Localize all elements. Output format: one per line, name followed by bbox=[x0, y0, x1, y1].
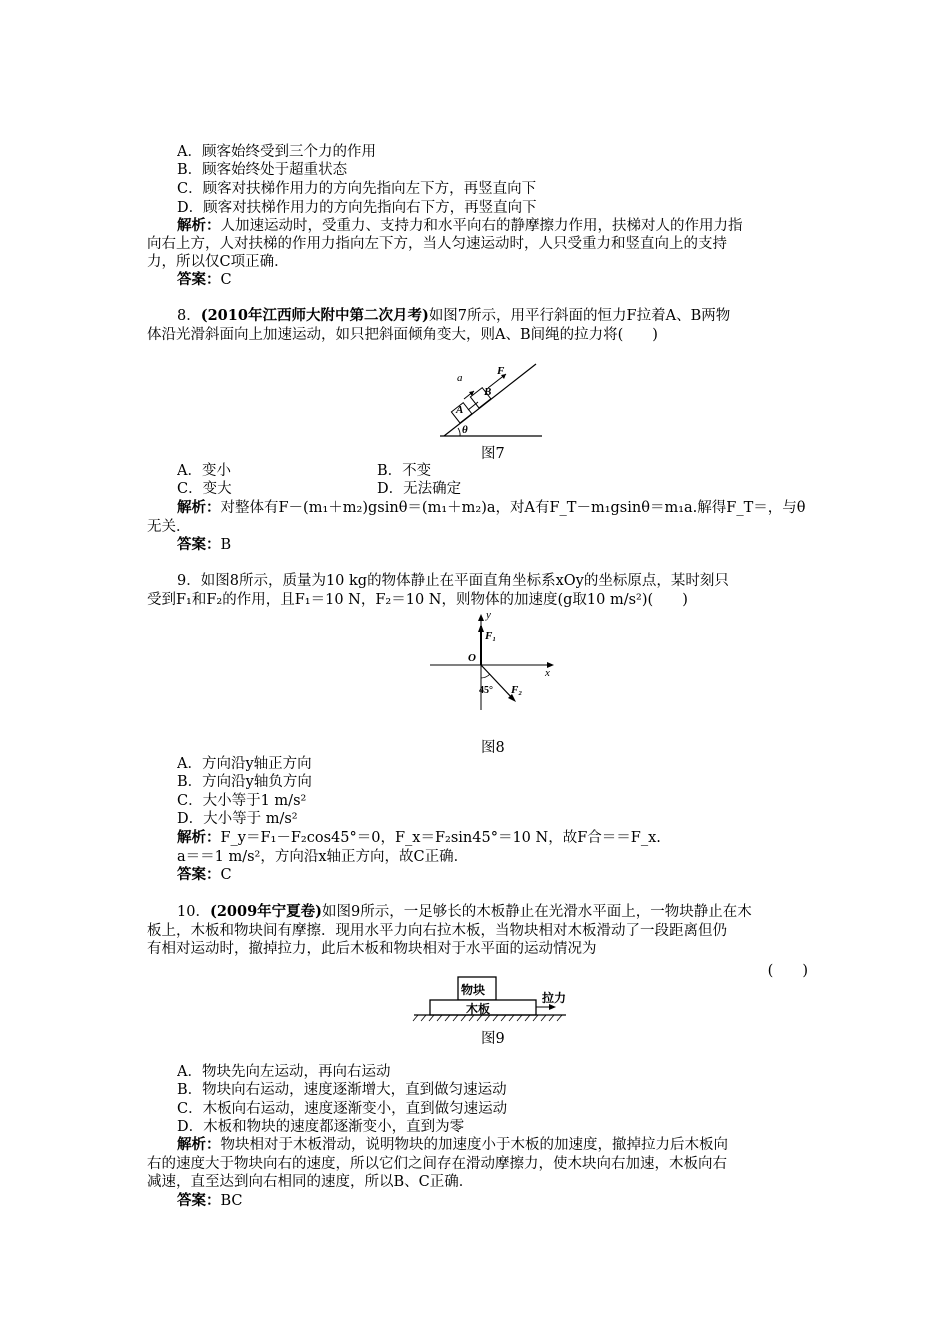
analysis-label: 解析： bbox=[177, 217, 221, 234]
answer-value: C bbox=[220, 867, 232, 883]
q8-stem-line-2: 体沿光滑斜面向上加速运动，如只把斜面倾角变大，则A、B间绳的拉力将( ) bbox=[147, 327, 658, 343]
q7-option-d: D．顾客对扶梯作用力的方向先指向右下方，再竖直向下 bbox=[177, 200, 537, 216]
analysis-text: 物块相对于木板滑动，说明物块的加速度小于木板的加速度，撤掉拉力后木板向 bbox=[220, 1137, 728, 1153]
figure-8-force-diagram bbox=[428, 610, 558, 715]
figure-8-label-x: x bbox=[545, 667, 550, 679]
q10-stem-line-3: 有相对运动时，撤掉拉力，此后木板和物块相对于水平面的运动情况为 bbox=[147, 941, 597, 957]
q7-analysis-line-1 bbox=[177, 217, 842, 235]
answer-label: 答案： bbox=[177, 866, 221, 883]
figure-8-label-y: y bbox=[486, 609, 491, 621]
analysis-label: 解析： bbox=[177, 1136, 221, 1153]
q10-answer bbox=[177, 1192, 842, 1210]
q7-option-b: B．顾客始终处于超重状态 bbox=[177, 162, 348, 178]
question-stem: 如图8所示，质量为10 kg的物体静止在平面直角坐标系xOy的坐标原点，某时刻只 bbox=[200, 573, 729, 589]
answer-value: C bbox=[220, 272, 232, 288]
q8-options-row-2 bbox=[177, 480, 842, 498]
q9-stem-line-2: 受到F₁和F₂的作用，且F₁＝10 N，F₂＝10 N，则物体的加速度(g取10 m/s²)( ) bbox=[147, 592, 688, 608]
q9-option-a: A．方向沿y轴正方向 bbox=[177, 756, 312, 772]
figure-8-label-f1: F₁ bbox=[485, 630, 497, 642]
q8-answer bbox=[177, 536, 842, 554]
figure-9-force-label: 拉力 bbox=[542, 991, 567, 1005]
q8-analysis-line-2: 无关． bbox=[147, 519, 191, 535]
q7-option-c: C．顾客对扶梯作用力的方向先指向左下方，再竖直向下 bbox=[177, 181, 537, 197]
analysis-text: F_y＝F₁－F₂cos45°＝0，F_x＝F₂sin45°＝10 N，故F合＝＝F_x. bbox=[220, 830, 661, 846]
figure-9-block-label: 物块 bbox=[461, 983, 486, 997]
q8-stem-line-1 bbox=[177, 307, 842, 325]
q7-analysis-line-3: 力，所以仅C项正确． bbox=[147, 254, 289, 270]
q10-option-c: C．木板向右运动，速度逐渐变小，直到做匀速运动 bbox=[177, 1101, 508, 1117]
figure-7-label-theta: θ bbox=[462, 424, 468, 436]
q8-option-a: A．变小 bbox=[177, 463, 231, 479]
answer-value: B bbox=[220, 537, 232, 553]
analysis-text: 人加速运动时，受重力、支持力和水平向右的静摩擦力作用，扶梯对人的作用力指 bbox=[220, 218, 743, 234]
figure-8-caption: 图8 bbox=[481, 740, 505, 756]
figure-9-board-label: 木板 bbox=[466, 1002, 491, 1016]
figure-8-label-o: O bbox=[468, 652, 476, 664]
figure-8-label-f2: F₂ bbox=[511, 684, 523, 696]
figure-7-incline-diagram bbox=[438, 360, 548, 440]
q8-option-c: C．变大 bbox=[177, 481, 232, 497]
q10-stem-line-2: 板上，木板和物块间有摩擦．现用水平力向右拉木板，当物块相对木板滑动了一段距离但仍 bbox=[147, 923, 727, 939]
q7-option-a: A．顾客始终受到三个力的作用 bbox=[177, 144, 376, 160]
q8-option-b: B．不变 bbox=[377, 463, 432, 479]
answer-label: 答案： bbox=[177, 536, 221, 553]
answer-label: 答案： bbox=[177, 1192, 221, 1209]
answer-value: BC bbox=[220, 1193, 243, 1209]
question-number: 9． bbox=[177, 573, 201, 589]
q8-option-d: D．无法确定 bbox=[377, 481, 462, 497]
analysis-text: 对整体有F－(m₁＋m₂)gsinθ＝(m₁＋m₂)a，对A有F_T－m₁gsinθ＝m₁a.解得F_T＝，与θ bbox=[220, 500, 806, 516]
q7-analysis-line-2: 向右上方，人对扶梯的作用力指向左下方，当人匀速运动时，人只受重力和竖直向上的支持 bbox=[147, 236, 727, 252]
question-stem: 如图9所示，一足够长的木板静止在光滑水平面上，一物块静止在木 bbox=[322, 904, 752, 920]
question-stem: 如图7所示，用平行斜面的恒力F拉着A、B两物 bbox=[428, 308, 731, 324]
question-source: (2009年宁夏卷) bbox=[209, 903, 323, 920]
figure-7-label-b: B bbox=[484, 386, 492, 398]
q8-options-row-1 bbox=[177, 462, 842, 480]
q9-answer bbox=[177, 866, 842, 884]
figure-7-label-a-block: A bbox=[456, 404, 464, 416]
figure-8-label-angle: 45° bbox=[479, 685, 493, 696]
q10-analysis-line-3: 减速，直至达到向右相同的速度，所以B、C正确． bbox=[147, 1174, 474, 1190]
figure-7-caption: 图7 bbox=[481, 446, 505, 462]
q9-option-c: C．大小等于1 m/s² bbox=[177, 793, 307, 809]
q9-option-b: B．方向沿y轴负方向 bbox=[177, 774, 312, 790]
question-source: (2010年江西师大附中第二次月考) bbox=[200, 307, 429, 324]
q8-analysis-line-1 bbox=[177, 499, 842, 517]
q7-answer bbox=[177, 271, 842, 289]
q10-option-b: B．物块向右运动，速度逐渐增大，直到做匀速运动 bbox=[177, 1082, 507, 1098]
q9-analysis-line-1 bbox=[177, 829, 842, 847]
q10-analysis-line-2: 右的速度大于物块向右的速度，所以它们之间存在滑动摩擦力，使木块向右加速，木板向右 bbox=[147, 1156, 727, 1172]
figure-7-label-f: F bbox=[497, 365, 505, 377]
q9-option-d: D．大小等于 m/s² bbox=[177, 811, 298, 827]
q10-option-d: D．木板和物块的速度都逐渐变小，直到为零 bbox=[177, 1119, 465, 1135]
q10-answer-bracket: ( ) bbox=[767, 963, 808, 979]
question-number: 8． bbox=[177, 308, 201, 324]
analysis-label: 解析： bbox=[177, 829, 221, 846]
analysis-label: 解析： bbox=[177, 499, 221, 516]
figure-9-caption: 图9 bbox=[481, 1031, 505, 1047]
q9-stem-line-1 bbox=[177, 572, 842, 590]
answer-label: 答案： bbox=[177, 271, 221, 288]
figure-7-label-a: a bbox=[457, 372, 463, 384]
q10-analysis-line-1 bbox=[177, 1136, 842, 1154]
question-number: 10． bbox=[177, 904, 210, 920]
q9-analysis-line-2: a＝＝1 m/s²，方向沿x轴正方向，故C正确． bbox=[177, 849, 469, 865]
q10-stem-line-1 bbox=[177, 903, 842, 921]
q10-option-a: A．物块先向左运动，再向右运动 bbox=[177, 1064, 391, 1080]
